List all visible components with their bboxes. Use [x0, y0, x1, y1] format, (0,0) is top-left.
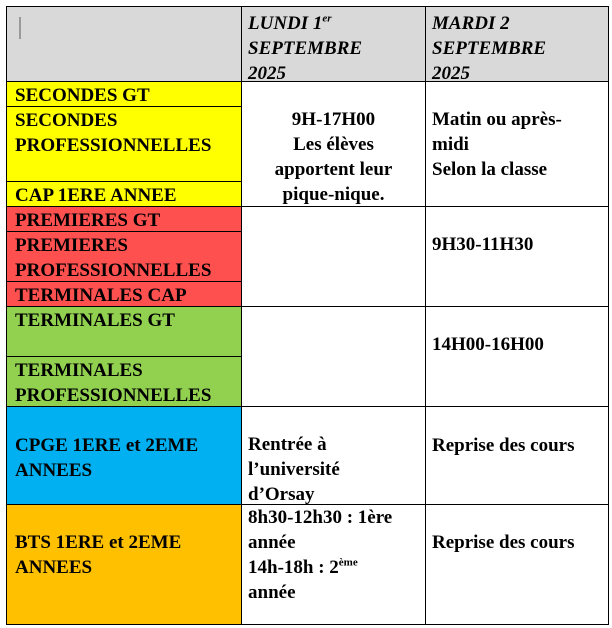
row-premieres-gt	[6, 206, 241, 231]
mardi-block1-line: Matin ou après-	[432, 109, 562, 130]
label-cpge-1: CPGE 1ERE et 2EME	[15, 435, 199, 456]
mardi-block2-text: 9H30-11H30	[432, 234, 534, 255]
lundi-cpge-line: d’Orsay	[248, 484, 315, 504]
header-lundi-month: SEPTEMBRE	[248, 38, 363, 59]
cell-mardi-block2	[425, 206, 609, 306]
mardi-block1-line: Selon la classe	[432, 159, 548, 180]
cell-lundi-block1	[241, 81, 425, 206]
header-corner-cell	[6, 6, 241, 81]
label-secondes-pro-1: SECONDES	[15, 110, 118, 131]
lundi-cpge-line: l’université	[248, 459, 340, 480]
cell-lundi-cpge	[241, 406, 425, 504]
cell-mardi-block3	[425, 306, 609, 406]
lundi-block1-line: 9H-17H00	[291, 109, 376, 130]
label-bts-1: BTS 1ERE et 2EME	[15, 532, 182, 553]
cell-lundi-bts	[241, 504, 425, 625]
row-secondes-gt	[6, 81, 241, 106]
label-terminales-pro-2: PROFESSIONNELLES	[15, 385, 212, 406]
row-terminales-pro	[6, 356, 241, 406]
cell-mardi-block1	[425, 81, 609, 206]
lundi-bts-line1: 8h30-12h30 : 1ère	[248, 507, 393, 528]
label-bts-2: ANNEES	[15, 557, 93, 578]
row-terminales-cap	[6, 281, 241, 306]
row-cpge	[6, 406, 241, 504]
label-terminales-pro-1: TERMINALES	[15, 360, 143, 381]
label-cpge-2: ANNEES	[15, 460, 93, 481]
mardi-cpge-text: Reprise des cours	[432, 435, 575, 456]
cell-marker-icon	[19, 17, 21, 39]
lundi-bts-line4: année	[248, 582, 296, 603]
mardi-block1-line: midi	[432, 134, 469, 155]
cell-lundi-block2	[241, 206, 425, 306]
lundi-block1-line: apportent leur	[274, 159, 393, 180]
lundi-bts-line3-sup: ème	[338, 556, 358, 569]
label-premieres-pro-2: PROFESSIONNELLES	[15, 260, 212, 281]
lundi-block1-line: Les élèves	[293, 134, 374, 155]
label-cap1: CAP 1ERE ANNEE	[15, 185, 177, 206]
header-lundi-sup: er	[322, 12, 332, 25]
mardi-bts-text: Reprise des cours	[432, 532, 575, 553]
lundi-bts-line3: 14h-18h : 2	[248, 557, 339, 578]
label-terminales-cap: TERMINALES CAP	[15, 285, 187, 306]
header-mardi	[425, 6, 609, 81]
header-lundi-year: 2025	[248, 63, 286, 81]
header-mardi-month: SEPTEMBRE	[432, 38, 547, 59]
row-premieres-pro	[6, 231, 241, 281]
header-lundi	[241, 6, 425, 81]
row-secondes-pro	[6, 106, 241, 181]
cell-lundi-block3	[241, 306, 425, 406]
cell-mardi-bts	[425, 504, 609, 625]
lundi-bts-line2: année	[248, 532, 296, 553]
mardi-block3-text: 14H00-16H00	[432, 334, 544, 355]
header-mardi-day: MARDI 2	[432, 13, 510, 34]
label-secondes-pro-2: PROFESSIONNELLES	[15, 135, 212, 156]
lundi-cpge-line: Rentrée à	[248, 434, 327, 455]
cell-mardi-cpge	[425, 406, 609, 504]
label-terminales-gt: TERMINALES GT	[15, 310, 175, 331]
header-mardi-year: 2025	[432, 63, 470, 81]
row-cap1	[6, 181, 241, 206]
header-lundi-day: LUNDI 1	[248, 13, 323, 34]
label-premieres-gt: PREMIERES GT	[15, 210, 161, 231]
label-secondes-gt: SECONDES GT	[15, 85, 150, 106]
lundi-block1-line: pique-nique.	[282, 184, 385, 205]
row-bts	[6, 504, 241, 625]
label-premieres-pro-1: PREMIERES	[15, 235, 128, 256]
row-terminales-gt	[6, 306, 241, 356]
